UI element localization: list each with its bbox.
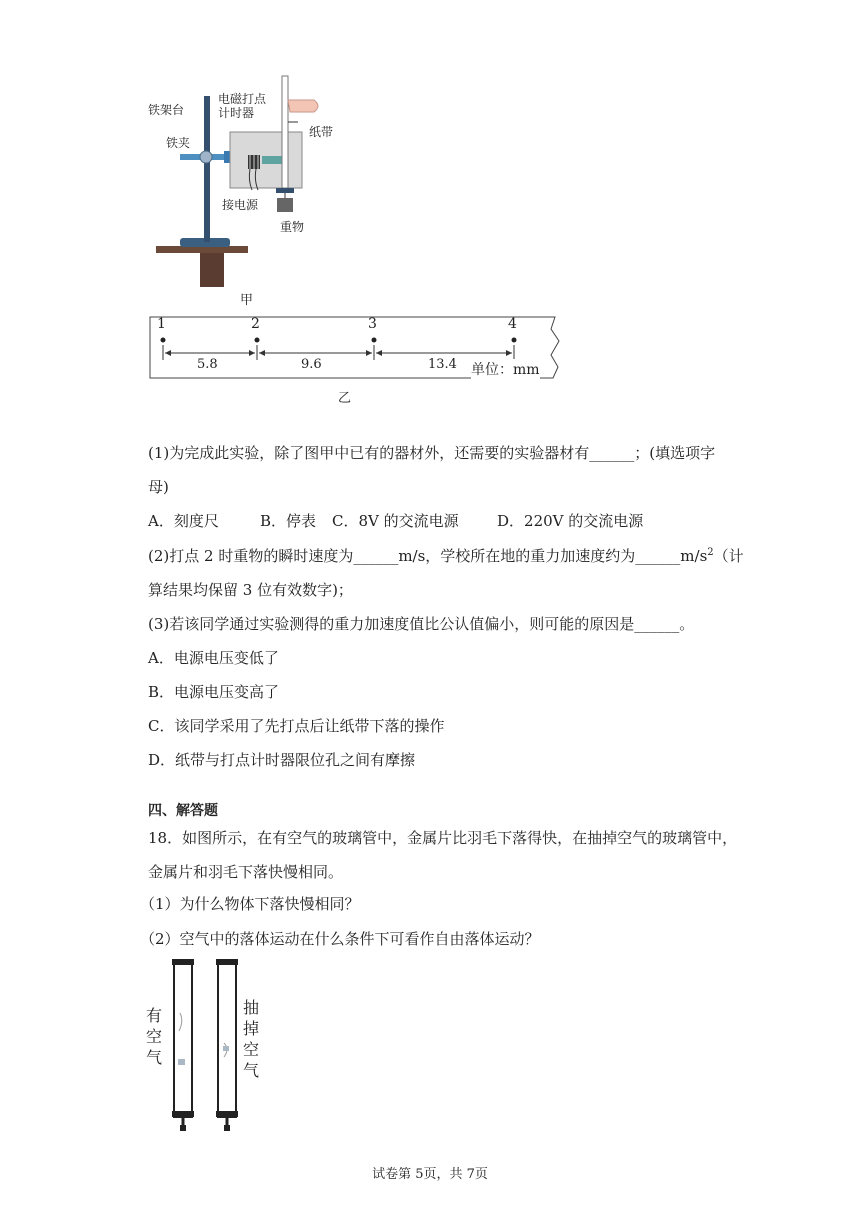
q17-option3-d: D．纸带与打点计时器限位孔之间有摩擦 [148, 751, 416, 769]
tape-unit: 单位：mm [471, 359, 540, 379]
distance-3-4: 13.4 [428, 357, 457, 372]
q17-options1 [148, 511, 643, 531]
unit-superscript: 2 [707, 547, 714, 558]
q17-part3: (3)若该同学通过实验测得的重力加速度值比公认值偏小，则可能的原因是______。 [148, 615, 695, 633]
section-title: 四、解答题 [148, 803, 218, 819]
q17-part2-line2: 算结果均保留 3 位有效数字)； [148, 581, 353, 599]
option-d: D．220V 的交流电源 [497, 512, 644, 530]
q17-part1-line1: (1)为完成此实验，除了图甲中已有的器材外，还需要的实验器材有______；(填选项字 [148, 444, 716, 462]
tape-point-4: 4 [508, 316, 517, 332]
q17-part2-tail: （计 [713, 547, 744, 565]
q17-option3-c: C．该同学采用了先打点后让纸带下落的操作 [148, 717, 445, 735]
q17-part2-line1 [148, 546, 744, 566]
page-footer: 试卷第 5页，共 7页 [372, 1167, 488, 1182]
option-b: B．停表 [260, 512, 317, 530]
label-weight: 重物 [280, 220, 305, 234]
tubes-figure [140, 955, 280, 1135]
tube-label-vacuum: 抽掉空气 [243, 998, 260, 1080]
q18-sub1: （1）为什么物体下落快慢相同？ [140, 895, 360, 913]
tube-label-air: 有空气 [146, 1006, 163, 1067]
tape-point-1: 1 [157, 316, 166, 332]
option-c: C．8V 的交流电源 [332, 512, 459, 530]
distance-1-2: 5.8 [197, 357, 218, 372]
q17-part1-line2: 母) [148, 478, 169, 496]
label-tape: 纸带 [309, 125, 334, 139]
q18-sub2: （2）空气中的落体运动在什么条件下可看作自由落体运动？ [140, 930, 540, 948]
figure-yi [145, 315, 565, 405]
q17-option3-a: A．电源电压变低了 [148, 649, 279, 667]
q17-option3-b: B．电源电压变高了 [148, 683, 280, 701]
distance-2-3: 9.6 [301, 357, 322, 372]
caption-yi: 乙 [338, 391, 352, 406]
figure-jia [140, 70, 370, 310]
q18-line2: 金属片和羽毛下落快慢相同。 [148, 863, 344, 881]
option-a: A．刻度尺 [148, 512, 219, 530]
label-stand: 铁架台 [148, 103, 185, 117]
q18-line1: 18．如图所示，在有空气的玻璃管中，金属片比羽毛下落得快，在抽掉空气的玻璃管中， [148, 829, 738, 847]
tape-point-3: 3 [368, 316, 377, 332]
q17-part2-text: (2)打点 2 时重物的瞬时速度为______m/s，学校所在地的重力加速度约为______m/s [148, 547, 708, 565]
label-power: 接电源 [222, 198, 259, 212]
label-clamp: 铁夹 [166, 136, 191, 150]
tape-point-2: 2 [251, 316, 260, 332]
label-timer: 电磁打点 计时器 [218, 92, 267, 120]
caption-jia: 甲 [240, 293, 254, 308]
